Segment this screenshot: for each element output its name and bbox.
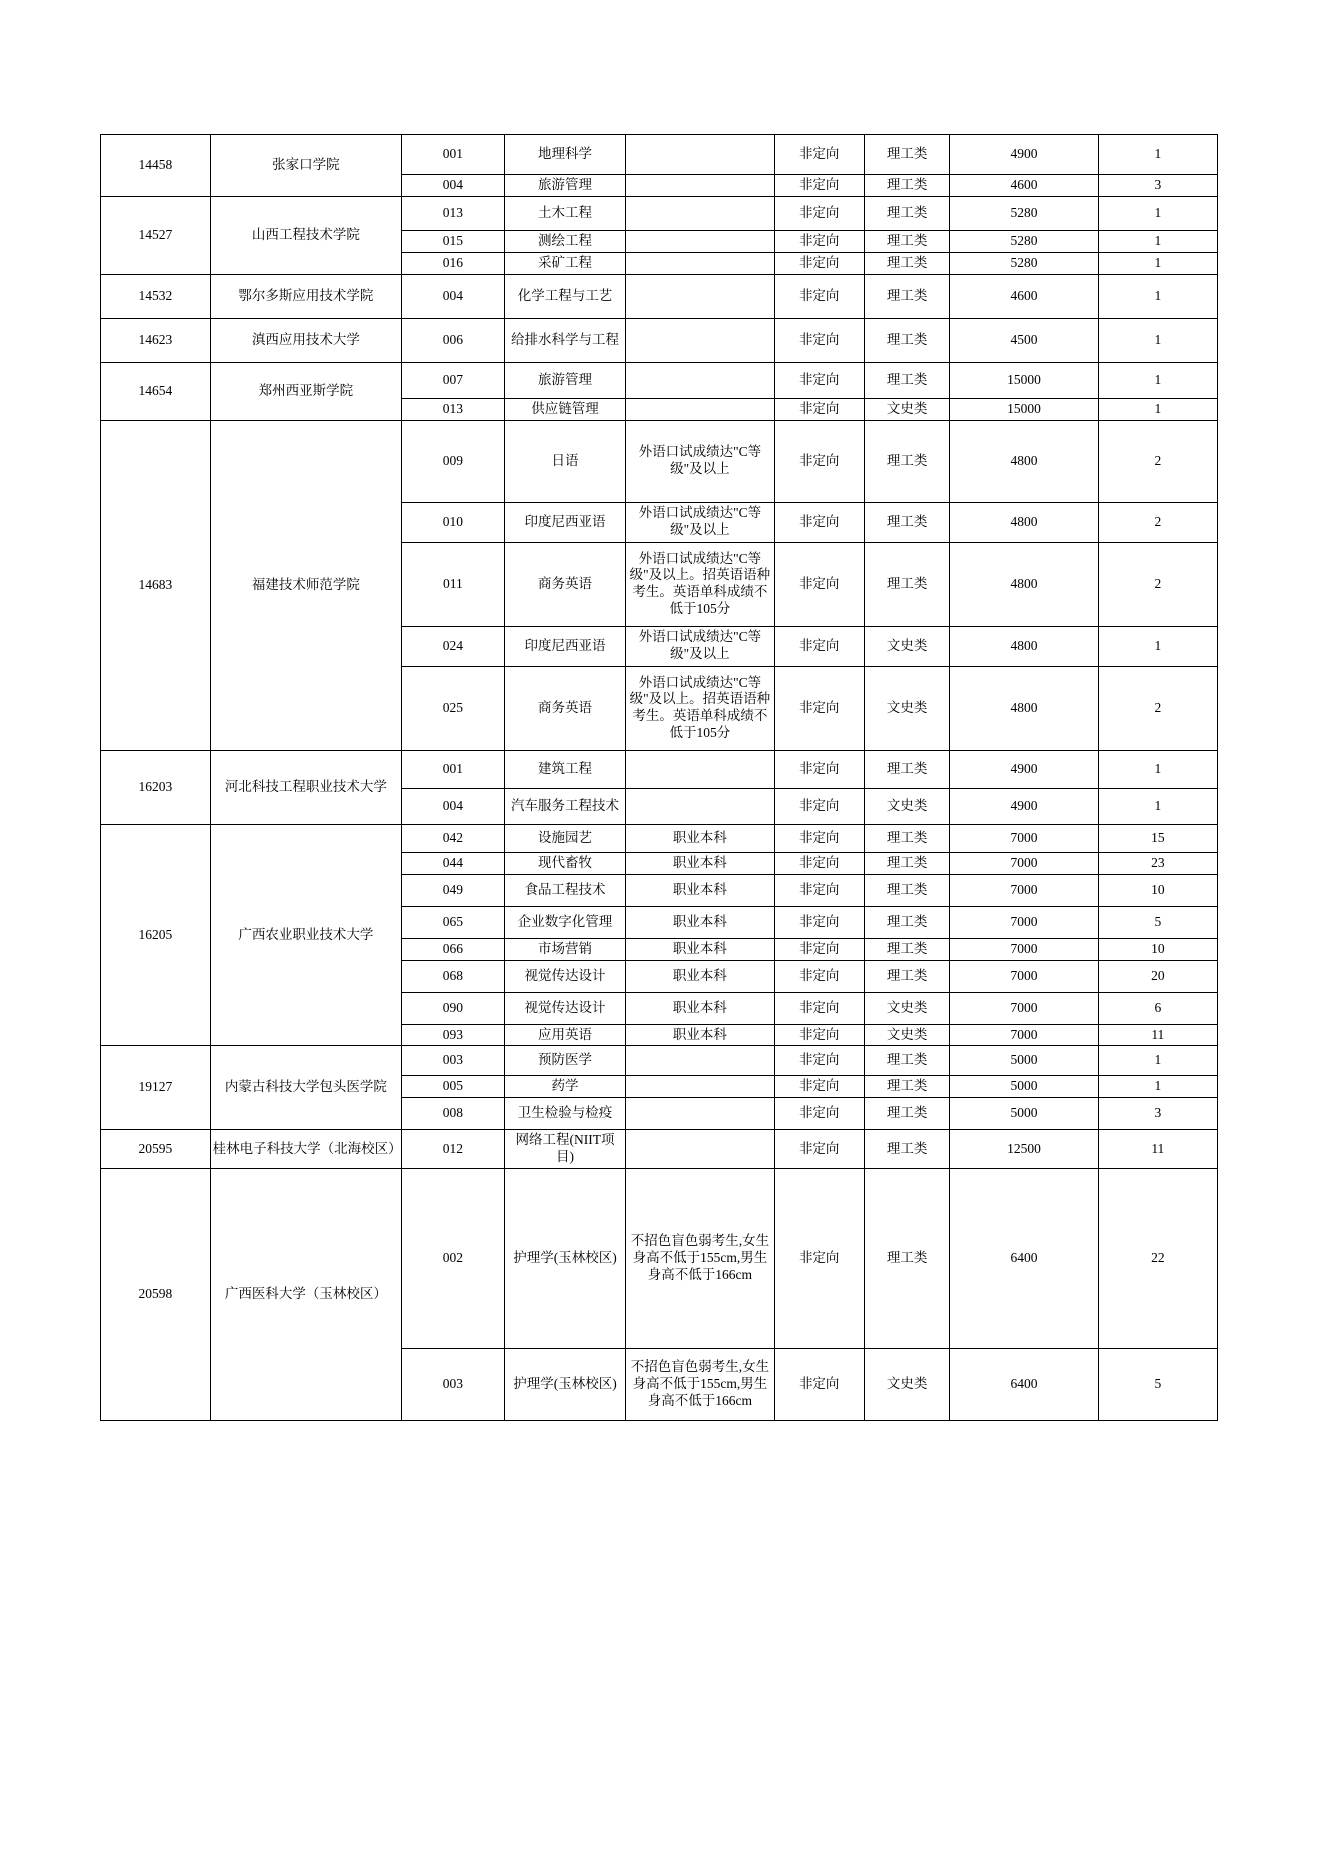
plan-count: 10 (1098, 938, 1217, 960)
subject-category: 文史类 (864, 398, 950, 420)
major-code: 004 (402, 175, 504, 197)
major-requirement: 不招色盲色弱考生,女生身高不低于155cm,男生身高不低于166cm (626, 1349, 774, 1421)
subject-category: 理工类 (864, 1046, 950, 1076)
major-code: 008 (402, 1098, 504, 1130)
tuition-fee: 7000 (950, 852, 1098, 874)
tuition-fee: 12500 (950, 1130, 1098, 1169)
plan-count: 1 (1098, 362, 1217, 398)
tuition-fee: 15000 (950, 362, 1098, 398)
major-name: 采矿工程 (504, 252, 626, 274)
subject-category: 文史类 (864, 1024, 950, 1046)
tuition-fee: 4800 (950, 626, 1098, 666)
plan-count: 20 (1098, 960, 1217, 992)
major-name: 设施园艺 (504, 824, 626, 852)
major-name: 旅游管理 (504, 362, 626, 398)
major-code: 013 (402, 197, 504, 231)
institution-name: 福建技术师范学院 (210, 420, 402, 750)
assignment-type: 非定向 (774, 1130, 864, 1169)
major-name: 现代畜牧 (504, 852, 626, 874)
institution-name: 鄂尔多斯应用技术学院 (210, 274, 402, 318)
major-code: 025 (402, 666, 504, 750)
major-name: 护理学(玉林校区) (504, 1169, 626, 1349)
plan-count: 22 (1098, 1169, 1217, 1349)
major-code: 004 (402, 788, 504, 824)
assignment-type: 非定向 (774, 420, 864, 502)
major-name: 印度尼西亚语 (504, 626, 626, 666)
assignment-type: 非定向 (774, 750, 864, 788)
tuition-fee: 7000 (950, 824, 1098, 852)
subject-category: 理工类 (864, 135, 950, 175)
major-requirement: 职业本科 (626, 824, 774, 852)
major-requirement (626, 362, 774, 398)
major-requirement: 职业本科 (626, 906, 774, 938)
admissions-table (100, 134, 1218, 1421)
major-requirement (626, 1130, 774, 1169)
major-code: 066 (402, 938, 504, 960)
tuition-fee: 4800 (950, 666, 1098, 750)
tuition-fee: 5000 (950, 1098, 1098, 1130)
subject-category: 理工类 (864, 197, 950, 231)
plan-count: 3 (1098, 175, 1217, 197)
institution-code: 14527 (101, 197, 211, 275)
major-code: 090 (402, 992, 504, 1024)
subject-category: 理工类 (864, 1098, 950, 1130)
assignment-type: 非定向 (774, 231, 864, 253)
assignment-type: 非定向 (774, 824, 864, 852)
subject-category: 理工类 (864, 175, 950, 197)
major-requirement (626, 252, 774, 274)
table-row (101, 750, 1218, 788)
tuition-fee: 5280 (950, 231, 1098, 253)
major-code: 001 (402, 750, 504, 788)
major-requirement (626, 197, 774, 231)
plan-count: 1 (1098, 231, 1217, 253)
subject-category: 理工类 (864, 1169, 950, 1349)
major-name: 企业数字化管理 (504, 906, 626, 938)
assignment-type: 非定向 (774, 135, 864, 175)
major-name: 地理科学 (504, 135, 626, 175)
major-name: 视觉传达设计 (504, 992, 626, 1024)
major-requirement (626, 398, 774, 420)
major-code: 003 (402, 1046, 504, 1076)
tuition-fee: 7000 (950, 906, 1098, 938)
major-name: 商务英语 (504, 542, 626, 626)
major-code: 001 (402, 135, 504, 175)
major-code: 007 (402, 362, 504, 398)
assignment-type: 非定向 (774, 318, 864, 362)
subject-category: 理工类 (864, 252, 950, 274)
plan-count: 1 (1098, 274, 1217, 318)
subject-category: 理工类 (864, 502, 950, 542)
assignment-type: 非定向 (774, 274, 864, 318)
institution-name: 内蒙古科技大学包头医学院 (210, 1046, 402, 1130)
plan-count: 3 (1098, 1098, 1217, 1130)
institution-code: 19127 (101, 1046, 211, 1130)
subject-category: 理工类 (864, 960, 950, 992)
institution-name: 滇西应用技术大学 (210, 318, 402, 362)
tuition-fee: 4800 (950, 542, 1098, 626)
tuition-fee: 4900 (950, 788, 1098, 824)
tuition-fee: 15000 (950, 398, 1098, 420)
institution-name: 山西工程技术学院 (210, 197, 402, 275)
subject-category: 理工类 (864, 906, 950, 938)
tuition-fee: 4600 (950, 175, 1098, 197)
major-code: 012 (402, 1130, 504, 1169)
tuition-fee: 7000 (950, 874, 1098, 906)
subject-category: 理工类 (864, 542, 950, 626)
assignment-type: 非定向 (774, 906, 864, 938)
major-code: 015 (402, 231, 504, 253)
table-body (101, 135, 1218, 1421)
institution-name: 郑州西亚斯学院 (210, 362, 402, 420)
subject-category: 理工类 (864, 274, 950, 318)
tuition-fee: 7000 (950, 960, 1098, 992)
major-name: 预防医学 (504, 1046, 626, 1076)
major-name: 商务英语 (504, 666, 626, 750)
major-code: 042 (402, 824, 504, 852)
major-requirement (626, 318, 774, 362)
table-row (101, 1169, 1218, 1349)
subject-category: 理工类 (864, 1130, 950, 1169)
assignment-type: 非定向 (774, 197, 864, 231)
major-code: 003 (402, 1349, 504, 1421)
major-requirement: 外语口试成绩达"C等级"及以上 (626, 626, 774, 666)
subject-category: 理工类 (864, 824, 950, 852)
major-name: 建筑工程 (504, 750, 626, 788)
table-row (101, 362, 1218, 398)
major-name: 印度尼西亚语 (504, 502, 626, 542)
table-row (101, 420, 1218, 502)
institution-name: 广西医科大学（玉林校区） (210, 1169, 402, 1421)
plan-count: 2 (1098, 666, 1217, 750)
major-code: 068 (402, 960, 504, 992)
plan-count: 1 (1098, 626, 1217, 666)
tuition-fee: 5000 (950, 1076, 1098, 1098)
major-requirement: 外语口试成绩达"C等级"及以上 (626, 502, 774, 542)
institution-code: 16203 (101, 750, 211, 824)
major-name: 市场营销 (504, 938, 626, 960)
major-code: 004 (402, 274, 504, 318)
plan-count: 10 (1098, 874, 1217, 906)
major-name: 给排水科学与工程 (504, 318, 626, 362)
major-name: 应用英语 (504, 1024, 626, 1046)
major-requirement: 职业本科 (626, 874, 774, 906)
tuition-fee: 5280 (950, 197, 1098, 231)
plan-count: 1 (1098, 750, 1217, 788)
major-name: 视觉传达设计 (504, 960, 626, 992)
major-requirement: 职业本科 (626, 852, 774, 874)
major-code: 049 (402, 874, 504, 906)
plan-count: 1 (1098, 197, 1217, 231)
plan-count: 2 (1098, 542, 1217, 626)
assignment-type: 非定向 (774, 1098, 864, 1130)
plan-count: 23 (1098, 852, 1217, 874)
assignment-type: 非定向 (774, 788, 864, 824)
assignment-type: 非定向 (774, 1349, 864, 1421)
institution-code: 20595 (101, 1130, 211, 1169)
table-row (101, 318, 1218, 362)
institution-code: 14532 (101, 274, 211, 318)
major-code: 006 (402, 318, 504, 362)
major-requirement (626, 135, 774, 175)
tuition-fee: 5280 (950, 252, 1098, 274)
major-name: 卫生检验与检疫 (504, 1098, 626, 1130)
subject-category: 理工类 (864, 362, 950, 398)
table-row (101, 824, 1218, 852)
subject-category: 理工类 (864, 231, 950, 253)
major-name: 食品工程技术 (504, 874, 626, 906)
major-name: 化学工程与工艺 (504, 274, 626, 318)
table-row (101, 1130, 1218, 1169)
subject-category: 文史类 (864, 788, 950, 824)
tuition-fee: 7000 (950, 992, 1098, 1024)
institution-name: 桂林电子科技大学（北海校区） (210, 1130, 402, 1169)
subject-category: 理工类 (864, 938, 950, 960)
institution-code: 16205 (101, 824, 211, 1046)
major-code: 065 (402, 906, 504, 938)
major-code: 011 (402, 542, 504, 626)
tuition-fee: 4500 (950, 318, 1098, 362)
plan-count: 5 (1098, 1349, 1217, 1421)
assignment-type: 非定向 (774, 542, 864, 626)
tuition-fee: 7000 (950, 1024, 1098, 1046)
subject-category: 理工类 (864, 318, 950, 362)
major-requirement (626, 231, 774, 253)
major-code: 093 (402, 1024, 504, 1046)
major-requirement: 职业本科 (626, 1024, 774, 1046)
assignment-type: 非定向 (774, 626, 864, 666)
plan-count: 5 (1098, 906, 1217, 938)
major-requirement (626, 1098, 774, 1130)
institution-code: 14683 (101, 420, 211, 750)
major-name: 药学 (504, 1076, 626, 1098)
major-requirement (626, 1046, 774, 1076)
plan-count: 1 (1098, 318, 1217, 362)
assignment-type: 非定向 (774, 666, 864, 750)
table-row (101, 274, 1218, 318)
major-requirement (626, 274, 774, 318)
major-name: 网络工程(NIIT项目) (504, 1130, 626, 1169)
major-name: 测绘工程 (504, 231, 626, 253)
tuition-fee: 5000 (950, 1046, 1098, 1076)
subject-category: 理工类 (864, 852, 950, 874)
major-name: 护理学(玉林校区) (504, 1349, 626, 1421)
assignment-type: 非定向 (774, 175, 864, 197)
plan-count: 11 (1098, 1024, 1217, 1046)
tuition-fee: 4900 (950, 135, 1098, 175)
assignment-type: 非定向 (774, 252, 864, 274)
subject-category: 文史类 (864, 626, 950, 666)
subject-category: 文史类 (864, 1349, 950, 1421)
major-code: 016 (402, 252, 504, 274)
assignment-type: 非定向 (774, 362, 864, 398)
major-requirement: 职业本科 (626, 992, 774, 1024)
subject-category: 理工类 (864, 1076, 950, 1098)
plan-count: 1 (1098, 1046, 1217, 1076)
major-name: 土木工程 (504, 197, 626, 231)
plan-count: 15 (1098, 824, 1217, 852)
assignment-type: 非定向 (774, 1169, 864, 1349)
institution-name: 河北科技工程职业技术大学 (210, 750, 402, 824)
major-name: 汽车服务工程技术 (504, 788, 626, 824)
plan-count: 2 (1098, 420, 1217, 502)
major-code: 010 (402, 502, 504, 542)
major-requirement: 外语口试成绩达"C等级"及以上。招英语语种考生。英语单科成绩不低于105分 (626, 542, 774, 626)
plan-count: 1 (1098, 788, 1217, 824)
tuition-fee: 4800 (950, 420, 1098, 502)
institution-code: 20598 (101, 1169, 211, 1421)
subject-category: 理工类 (864, 750, 950, 788)
major-code: 002 (402, 1169, 504, 1349)
tuition-fee: 6400 (950, 1169, 1098, 1349)
table-row (101, 135, 1218, 175)
tuition-fee: 4900 (950, 750, 1098, 788)
major-requirement (626, 788, 774, 824)
subject-category: 理工类 (864, 874, 950, 906)
major-name: 旅游管理 (504, 175, 626, 197)
major-requirement: 不招色盲色弱考生,女生身高不低于155cm,男生身高不低于166cm (626, 1169, 774, 1349)
assignment-type: 非定向 (774, 1024, 864, 1046)
major-requirement (626, 175, 774, 197)
plan-count: 1 (1098, 1076, 1217, 1098)
plan-count: 11 (1098, 1130, 1217, 1169)
subject-category: 理工类 (864, 420, 950, 502)
major-name: 日语 (504, 420, 626, 502)
assignment-type: 非定向 (774, 1046, 864, 1076)
assignment-type: 非定向 (774, 502, 864, 542)
assignment-type: 非定向 (774, 398, 864, 420)
major-code: 009 (402, 420, 504, 502)
tuition-fee: 6400 (950, 1349, 1098, 1421)
table-row (101, 1046, 1218, 1076)
plan-count: 1 (1098, 135, 1217, 175)
assignment-type: 非定向 (774, 938, 864, 960)
subject-category: 文史类 (864, 666, 950, 750)
major-requirement (626, 1076, 774, 1098)
assignment-type: 非定向 (774, 1076, 864, 1098)
table-row (101, 197, 1218, 231)
subject-category: 文史类 (864, 992, 950, 1024)
major-code: 005 (402, 1076, 504, 1098)
plan-count: 2 (1098, 502, 1217, 542)
major-code: 013 (402, 398, 504, 420)
tuition-fee: 4800 (950, 502, 1098, 542)
major-name: 供应链管理 (504, 398, 626, 420)
institution-name: 广西农业职业技术大学 (210, 824, 402, 1046)
plan-count: 6 (1098, 992, 1217, 1024)
major-requirement: 职业本科 (626, 960, 774, 992)
major-requirement: 外语口试成绩达"C等级"及以上 (626, 420, 774, 502)
major-requirement (626, 750, 774, 788)
assignment-type: 非定向 (774, 960, 864, 992)
institution-code: 14458 (101, 135, 211, 197)
institution-name: 张家口学院 (210, 135, 402, 197)
assignment-type: 非定向 (774, 992, 864, 1024)
institution-code: 14623 (101, 318, 211, 362)
major-code: 044 (402, 852, 504, 874)
plan-count: 1 (1098, 398, 1217, 420)
institution-code: 14654 (101, 362, 211, 420)
tuition-fee: 7000 (950, 938, 1098, 960)
major-code: 024 (402, 626, 504, 666)
major-requirement: 职业本科 (626, 938, 774, 960)
assignment-type: 非定向 (774, 874, 864, 906)
assignment-type: 非定向 (774, 852, 864, 874)
plan-count: 1 (1098, 252, 1217, 274)
tuition-fee: 4600 (950, 274, 1098, 318)
major-requirement: 外语口试成绩达"C等级"及以上。招英语语种考生。英语单科成绩不低于105分 (626, 666, 774, 750)
